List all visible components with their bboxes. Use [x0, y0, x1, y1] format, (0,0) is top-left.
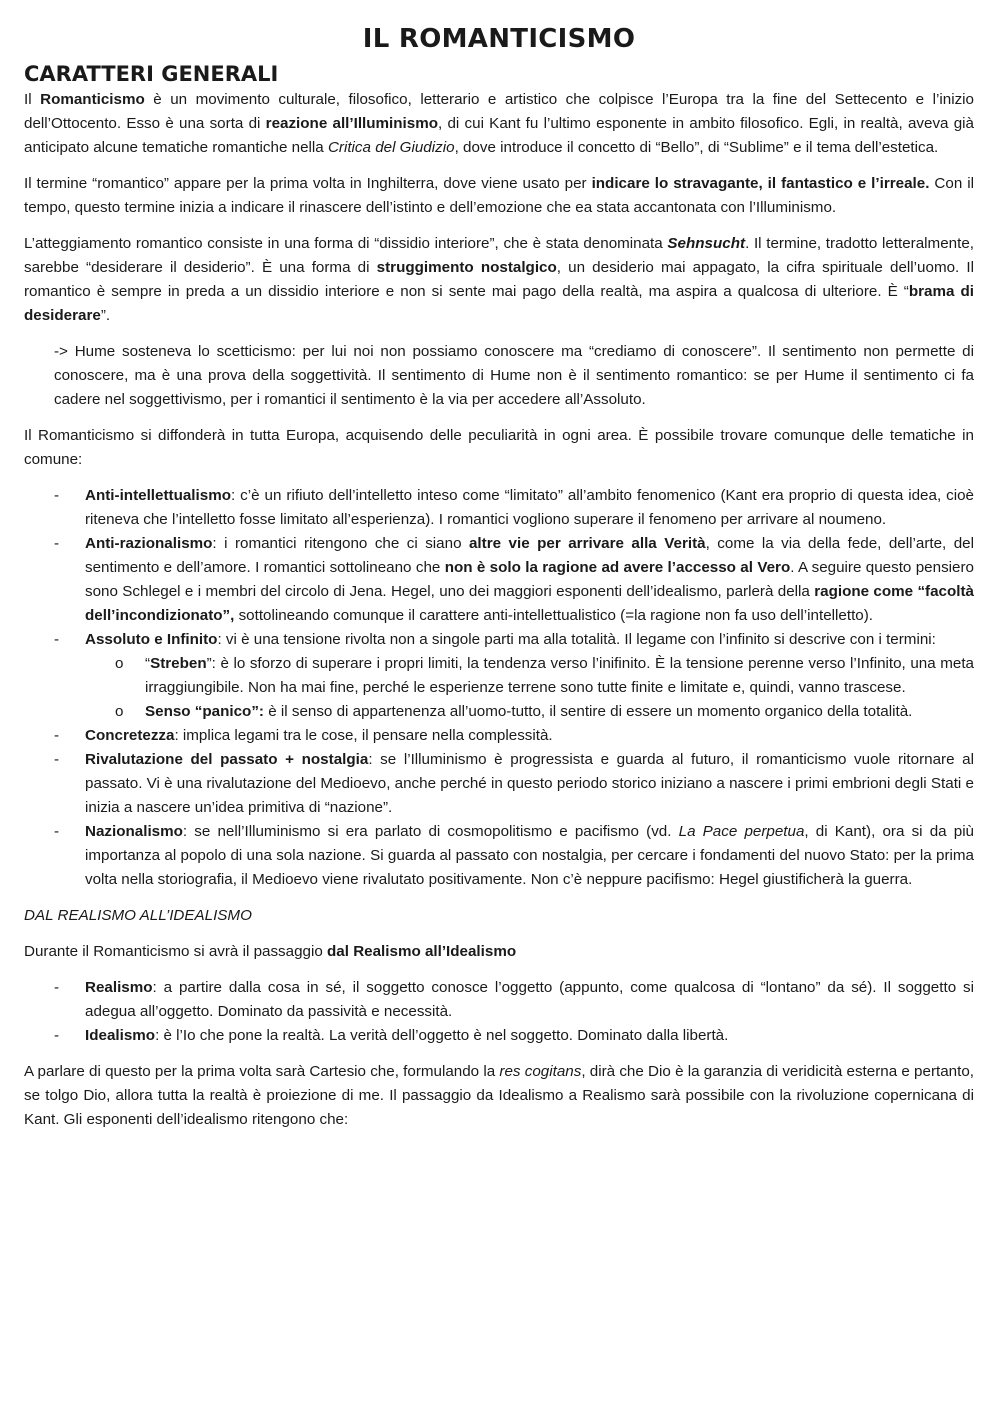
sub-list: [85, 652, 974, 724]
list-item-anti-intellettualismo: - Anti-intellettualismo: c’è un rifiuto dell’intelletto inteso come “limitato” all’ambito fenomenico (Kant era proprio di questa idea, cioè riteneva che l’intelletto fosse limitato all’esperienza). I romantici vogliono superare il fenomeno per arrivare al noumeno.: [54, 487, 974, 528]
paragraph-hume-note: -> Hume sosteneva lo scetticismo: per lui noi non possiamo conoscere ma “crediamo di conoscere”. Il sentimento non permette di conoscere, ma è una prova della soggettività. Il sentimento di Hume non è il sentimento romantico: se per Hume il sentimento ci fa cadere nel soggettivismo, per i romantici il sentimento è la via per accedere all’Assoluto.: [54, 343, 974, 408]
sub-list-item-senso-panico: o Senso “panico”: è il senso di appartenenza all’uomo-tutto, il sentire di essere un momento organico della totalità.: [115, 703, 913, 720]
sub-list-item-streben: o “Streben”: è lo sforzo di superare i propri limiti, la tendenza verso l’inifinito. È la tensione perenne verso l’Infinito, una meta irraggiungibile. Non ha mai fine, perché le esperienze terrene sono tutte finite e limitate e, quindi, vanno trascese.: [115, 655, 974, 696]
realismo-idealismo-list: [24, 976, 974, 1048]
list-item-rivalutazione-passato: - Rivalutazione del passato + nostalgia: se l’Illuminismo è progressista e guarda al futuro, il romanticismo vuole ritornare al passato. Vi è una rivalutazione del Medioevo, anche perché in questo periodo storico iniziano a nascere i primi embrioni degli Stati e inizia a nascere un’idea primitiva di “nazione”.: [54, 751, 974, 816]
paragraph-cartesio: A parlare di questo per la prima volta sarà Cartesio che, formulando la res cogitans, dirà che Dio è la garanzia di veridicità esterna e pertanto, se tolgo Dio, allora tutta la realtà è proiezione di me. Il passaggio da Idealismo a Realismo sarà possibile con la rivoluzione copernicana di Kant. Gli esponenti dell’idealismo ritengono che:: [24, 1063, 975, 1128]
list-item-anti-razionalismo: - Anti-razionalismo: i romantici ritengono che ci siano altre vie per arrivare alla Verità, come la via della fede, dell’arte, del sentimento e dell’amore. I romantici sottolineano che non è solo la ragione ad avere l’accesso al Vero. A seguire questo pensiero sono Schlegel e i membri del circolo di Jena. Hegel, uno dei maggiori esponenti dell’idealismo, parlerà della ragione come “facoltà dell’incondizionato”, sottolineando comunque il carattere anti-intellettualistico (=la ragione non fa uso dell’intelletto).: [54, 535, 975, 624]
document-title: IL ROMANTICISMO: [362, 24, 636, 54]
list-item-nazionalismo: - Nazionalismo: se nell’Illuminismo si era parlato di cosmopolitismo e pacifismo (vd. La Pace perpetua, di Kant), ora si da più importanza al popolo di una sola nazione. Si guarda al passato con nostalgia, per cercare i fondamenti del nuovo Stato: per la prima volta nella storiografia, il Medioevo viene rivalutato positivamente. Non c’è neppure pacifismo: Hegel giustificherà la guerra.: [54, 823, 975, 888]
list-item-assoluto-infinito: - Assoluto e Infinito: vi è una tensione rivolta non a singole parti ma alla totalità. Il legame con l’infinito si descrive con i termini: o “Streben”: è lo sforzo di superare i propri limiti, la tendenza verso l’inifinito. È la tensione perenne verso l’Infinito, una meta irraggiungibile. Non ha mai fine, perché le esperienze terrene sono tutte finite e limitate e, quindi, vanno trascese. o Senso “panico”: è il senso di appartenenza all’uomo-tutto, il sentire di essere un momento organico della totalità.: [24, 628, 974, 724]
list-item-realismo: - Realismo: a partire dalla cosa in sé, il soggetto conosce l’oggetto (appunto, come qualcosa di “lontano” da sé). Il soggetto si adegua all’oggetto. Dominato da passività e necessità.: [54, 979, 974, 1020]
paragraph-termine-romantico: Il termine “romantico” appare per la prima volta in Inghilterra, dove viene usato per indicare lo stravagante, il fantastico e l’irreale. Con il tempo, questo termine inizia a indicare il rinascere dell’istinto e dell’emozione che ea stata accantonata con l’Illuminismo.: [24, 175, 974, 216]
paragraph-intro: Il Romanticismo è un movimento culturale, filosofico, letterario e artistico che colpisce l’Europa tra la fine del Settecento e l’inizio dell’Ottocento. Esso è una sorta di reazione all’Illuminismo, di cui Kant fu l’ultimo esponente in ambito filosofico. Egli, in realtà, aveva già anticipato alcune tematiche romantiche nella Critica del Giudizio, dove introduce il concetto di “Bello”, di “Sublime” e il tema dell’estetica.: [24, 91, 974, 156]
themes-list: [24, 484, 974, 892]
list-item-idealismo: - Idealismo: è l’Io che pone la realtà. La verità dell’oggetto è nel soggetto. Dominato dalla libertà.: [54, 1027, 729, 1044]
paragraph-diffusione: Il Romanticismo si diffonderà in tutta Europa, acquisendo delle peculiarità in ogni area. È possibile trovare comunque delle tematiche in comune:: [24, 427, 974, 468]
list-item-concretezza: - Concretezza: implica legami tra le cose, il pensare nella complessità.: [54, 727, 553, 744]
section-heading-caratteri-generali: CARATTERI GENERALI: [24, 62, 279, 86]
section-heading-realismo-idealismo: DAL REALISMO ALL’IDEALISMO: [24, 907, 252, 924]
paragraph-sehnsucht: L’atteggiamento romantico consiste in una forma di “dissidio interiore”, che è stata denominata Sehnsucht. Il termine, tradotto letteralmente, sarebbe “desiderare il desiderio”. È una forma di struggimento nostalgico, un desiderio mai appagato, la cifra spirituale dell’uomo. Il romantico è sempre in preda a un dissidio interiore e non si sente mai pago della realtà, ma aspira a qualcosa di ulteriore. È “brama di desiderare”.: [24, 235, 974, 324]
paragraph-passaggio: Durante il Romanticismo si avrà il passaggio dal Realismo all’Idealismo: [24, 943, 517, 960]
